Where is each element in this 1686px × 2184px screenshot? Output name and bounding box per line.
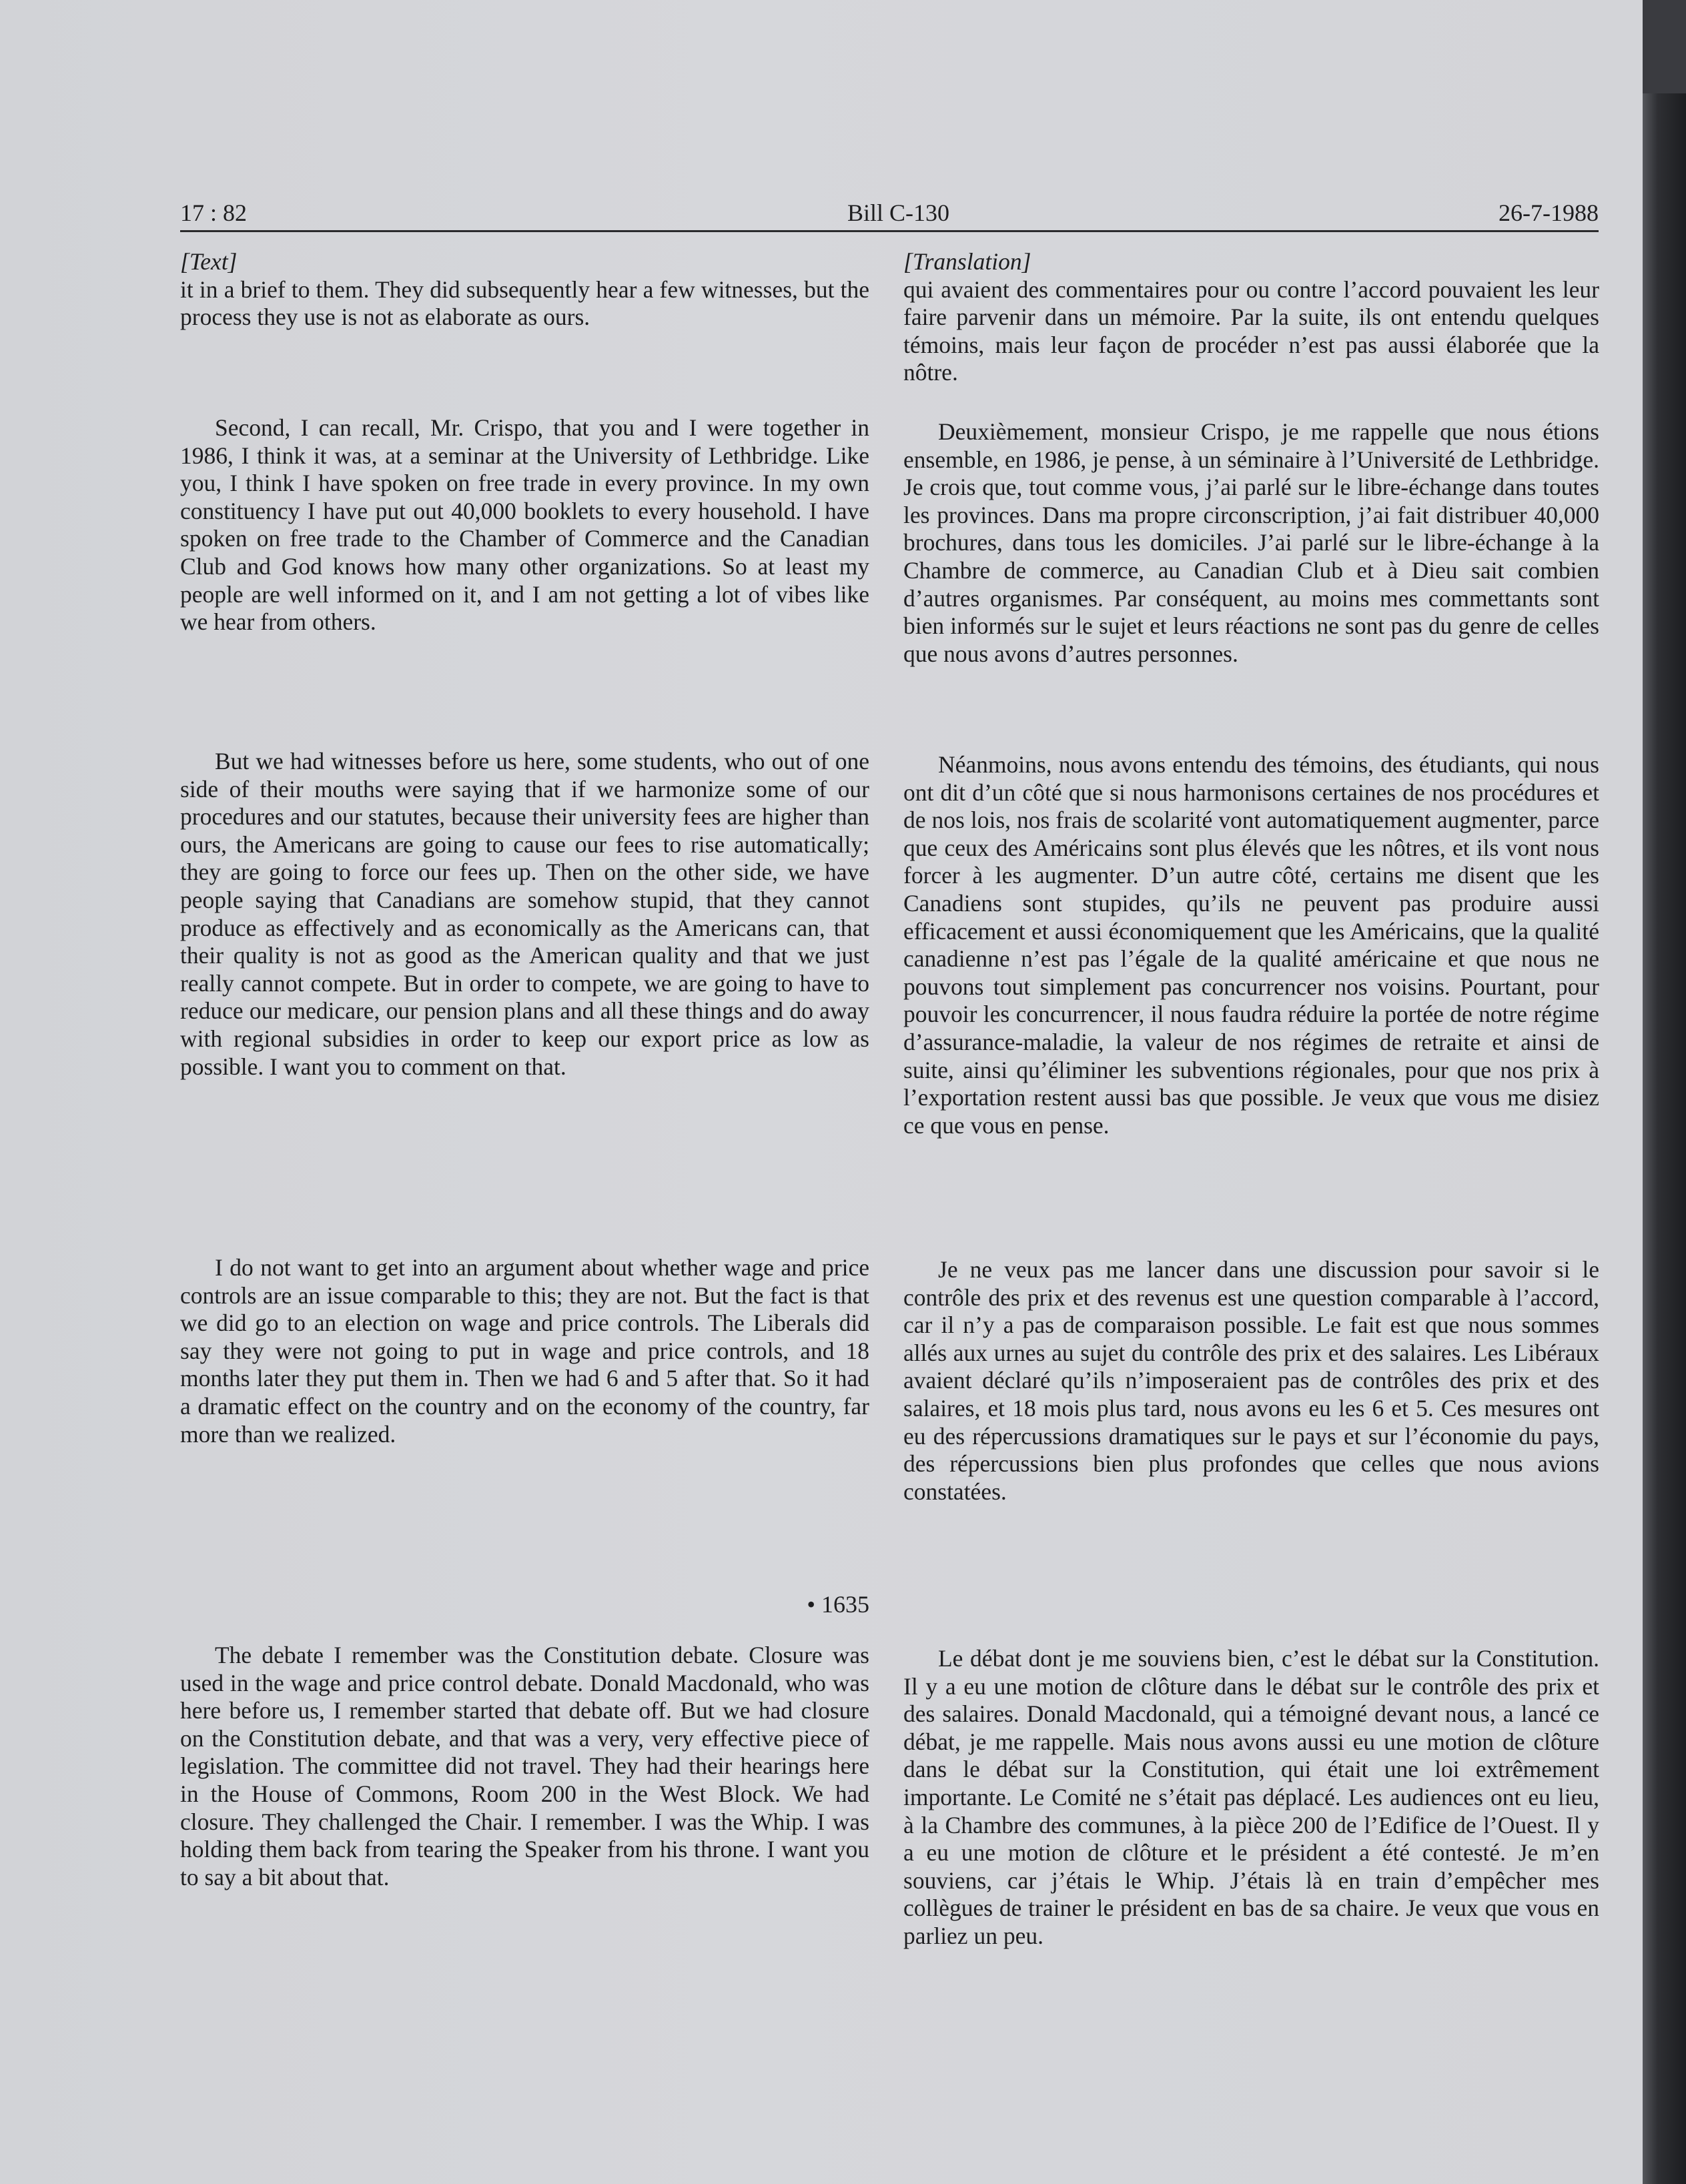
right-column-block-3 <box>903 751 1599 1139</box>
right-paragraph-3: Néanmoins, nous avons entendu des témoins, des étudiants, qui nous ont dit d’un côté que si nous harmonisons certaines de nos procédures et de nos lois, nos frais de scolarité vont automatiquement augmenter, parce que ceux des Américains sont plus élevés que les nôtres, et ils vont nous forcer à les augmenter. D’un autre côté, certains me disent que les Canadiens sont stupides, qu’ils ne peuvent pas produire aussi efficacement et aussi économiquement que les Américains, que la qualité canadienne n’est pas l’égale de la qualité américaine et que nous ne pouvons tout simplement pas concurrencer nos voisins. Pourtant, pour pouvoir les concurrencer, il nous faudra réduire la portée de notre régime d’assurance-maladie, la valeur de nos régimes de retraite et ainsi de suite, ainsi qu’éliminer les subventions régionales, pour que nos prix à l’exportation restent aussi bas que possible. Je veux que vous me disiez ce que vous en pense. <box>903 751 1599 1139</box>
translation-label: [Translation] <box>903 248 1031 275</box>
right-column-block-2 <box>903 418 1599 668</box>
left-paragraph-3: But we had witnesses before us here, some students, who out of one side of their mouths were saying that if we harmonize some of our procedures and our statutes, because their university fees are higher than ours, the Americans are going to cause our fees to rise automatically; they are going to force our fees up. Then on the other side, we have people saying that Canadians are somehow stupid, that they cannot produce as effectively and as economically as the Americans can, that their quality is not as good as the American quality and that we just really cannot compete. But in order to compete, we are going to have to reduce our medicare, our pension plans and all these things and do away with regional subsidies in order to keep our export price as low as possible. I want you to comment on that. <box>180 748 869 1080</box>
right-column-block-5 <box>903 1645 1599 1951</box>
left-column-block-5 <box>180 1642 869 1891</box>
right-paragraph-1: qui avaient des commentaires pour ou contre l’accord pouvaient les leur faire parvenir dans un mémoire. Par la suite, ils ont entendu quelques témoins, mais leur façon de procéder n’est pas aussi élaborée que la nôtre. <box>903 276 1599 386</box>
left-column-block-4 <box>180 1254 869 1448</box>
left-column-block-3 <box>180 748 869 1081</box>
right-paragraph-4: Je ne veux pas me lancer dans une discussion pour savoir si le contrôle des prix et des revenus est une question comparable à l’accord, car il n’y a pas de comparaison possible. Le fait est que nous sommes allés aux urnes au sujet du contrôle des prix et des salaires. Les Libéraux avaient déclaré qu’ils n’imposeraient pas de contrôles des prix et des salaires, et 18 mois plus tard, nous avons eu les 6 et 5. Ces mesures ont eu des répercussions dramatiques sur le pays et sur l’économie du pays, des répercussions bien plus profondes que celles que nous avions constatées. <box>903 1256 1599 1505</box>
left-paragraph-4: I do not want to get into an argument about whether wage and price controls are an issue comparable to this; they are not. But the fact is that we did go to an election on wage and price controls. The Liberals did say they were not going to put in wage and price controls, and 18 months later they put them in. Then we had 6 and 5 after that. So it had a dramatic effect on the country and on the economy of the country, far more than we realized. <box>180 1254 869 1448</box>
right-paragraph-2: Deuxièmement, monsieur Crispo, je me rappelle que nous étions ensemble, en 1986, je pense, à un séminaire à l’Université de Lethbridge. Je crois que, tout comme vous, j’ai parlé sur le libre-échange dans toutes les provinces. Dans ma propre circonscription, j’ai fait distribuer 40,000 brochures, dans tous les domiciles. J’ai parlé sur le libre-échange à la Chambre de commerce, au Canadian Club et à Dieu sait combien d’autres organismes. Par conséquent, au moins mes commettants sont bien informés sur le sujet et leurs réactions ne sont pas du genre de celles que nous avons d’autres personnes. <box>903 418 1599 667</box>
left-paragraph-5: The debate I remember was the Constitution debate. Closure was used in the wage and price control debate. Donald Macdonald, who was here before us, I remember started that debate off. But we had closure on the Constitution debate, and that was a very, very effective piece of legislation. The committee did not travel. They had their hearings here in the House of Commons, Room 200 in the West Block. We had closure. They challenged the Chair. I remember. I was the Whip. I was holding them back from tearing the Speaker from his throne. I want you to say a bit about that. <box>180 1642 869 1890</box>
right-column-block-1 <box>903 248 1599 387</box>
page-number: 17 : 82 <box>180 199 248 226</box>
right-paragraph-5: Le débat dont je me souviens bien, c’est le débat sur la Constitution. Il y a eu une motion de clôture dans le débat sur le contrôle des prix et des salaires. Donald Macdonald, qui a témoigné devant nous, a lancé ce débat, je me rappelle. Mais nous avons aussi eu une motion de clôture dans le débat sur la Constitution, qui était une loi extrêmement importante. Le Comité ne s’était pas déplacé. Les audiences ont eu lieu, à la Chambre des communes, à la pièce 200 de l’Edifice de l’Ouest. Il y a eu une motion de clôture et le président a été contesté. Je m’en souviens, car j’étais le Whip. J’étais là en train d’empêcher mes collègues de trainer le président en bas de sa chaire. Je veux que vous en parliez un peu. <box>903 1645 1599 1949</box>
bill-title: Bill C-130 <box>847 199 950 226</box>
right-column-block-4 <box>903 1256 1599 1506</box>
left-column-block-1 <box>180 248 869 332</box>
running-head <box>180 195 1599 232</box>
page-date: 26-7-1988 <box>1499 199 1599 226</box>
header-rule <box>180 230 1599 232</box>
left-column-block-2 <box>180 414 869 636</box>
spine-top-shadow <box>1643 0 1686 93</box>
text-label: [Text] <box>180 248 238 275</box>
time-marker: • 1635 <box>807 1591 869 1618</box>
book-spine-edge <box>1643 0 1686 2184</box>
left-paragraph-2: Second, I can recall, Mr. Crispo, that you and I were together in 1986, I think it was, at a seminar at the University of Lethbridge. Like you, I think I have spoken on free trade in every province. In my own constituency I have put out 40,000 booklets to every household. I have spoken on free trade to the Chamber of Commerce and the Canadian Club and God knows how many other organizations. So at least my people are well informed on it, and I am not getting a lot of vibes like we hear from others. <box>180 414 869 636</box>
left-paragraph-1: it in a brief to them. They did subsequently hear a few witnesses, but the process they use is not as elaborate as ours. <box>180 276 869 331</box>
